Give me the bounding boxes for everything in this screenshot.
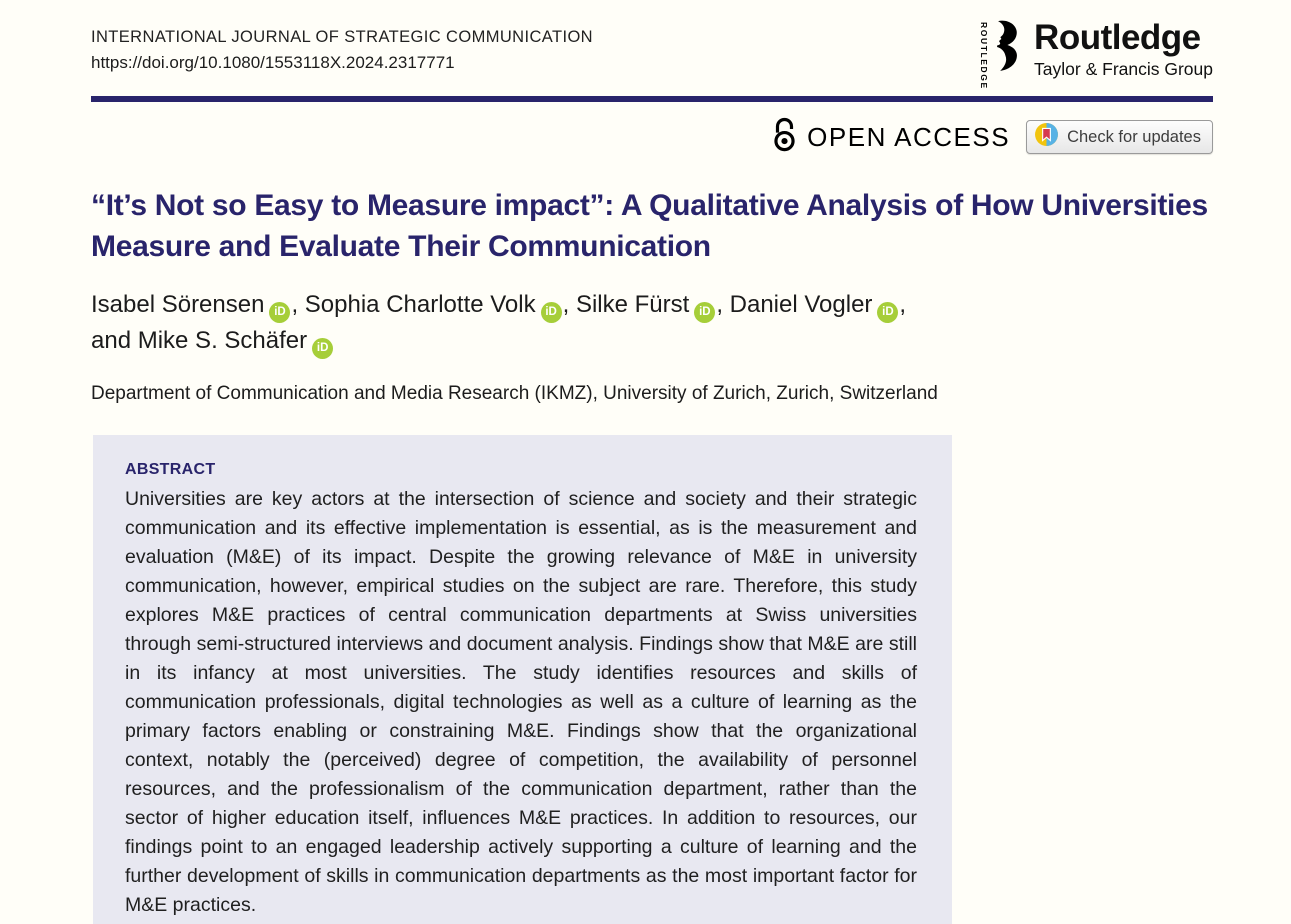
author-separator: , [291, 291, 305, 318]
abstract-text: Universities are key actors at the intersection of science and society and their strategic communication and its effective implementation is essential, as is the measurement and evaluation (M&E) of its impact. Despite the growing relevance of M&E in university communication, however, empirical studies on the subject are rare. Therefore, this study explores M&E practices of central communication departments at Swiss universities through semi-structured interviews and document analysis. Findings show that M&E are still in its infancy at most universities. The study identifies resources and skills of communication professionals, digital technologies as well as a culture of learning as the primary factors enabling or constraining M&E. Findings show that the organizational context, notably the (perceived) degree of competition, the availability of personnel resources, and the professionalism of the communication department, rather than the sector of higher education itself, influences M&E practices. In addition to resources, our findings point to an engaged leadership actively supporting a culture of learning and the further development of skills in communication departments as the most important factor for M&E practices. [125, 488, 917, 916]
open-access-badge [771, 117, 1010, 157]
orcid-icon[interactable]: iD [312, 338, 333, 359]
routledge-vertical-label: ROUTLEDGE [979, 22, 990, 90]
journal-info [91, 24, 593, 76]
orcid-icon[interactable]: iD [269, 302, 290, 323]
check-for-updates-button[interactable] [1026, 120, 1213, 154]
publisher-names [1034, 18, 1213, 80]
author-separator: , [716, 291, 730, 318]
publisher-name: Routledge [1034, 18, 1201, 57]
routledge-mark-icon [996, 18, 1023, 77]
article-title: “It’s Not so Easy to Measure impact”: A Qualitative Analysis of How Universities Measure and Evaluate Their Communication [91, 189, 1208, 263]
affiliation: Department of Communication and Media Research (IKMZ), University of Zurich, Zurich, Switzerland [91, 383, 938, 404]
publisher-group: Taylor & Francis Group [1034, 59, 1213, 79]
byline-connector: and [91, 327, 138, 354]
open-access-label: OPEN ACCESS [807, 121, 1011, 152]
author-name[interactable]: Mike S. Schäfer [137, 327, 308, 354]
abstract-box [93, 435, 952, 924]
author-separator: , [562, 291, 576, 318]
author-name[interactable]: Isabel Sörensen [91, 291, 265, 318]
author-byline [91, 287, 1213, 359]
orcid-icon[interactable]: iD [541, 302, 562, 323]
publisher-logo[interactable] [979, 18, 1213, 90]
header-rule [91, 96, 1213, 102]
author-name[interactable]: Daniel Vogler [729, 291, 873, 318]
author-separator: , [899, 291, 907, 318]
journal-name: INTERNATIONAL JOURNAL OF STRATEGIC COMMUNICATION [91, 28, 593, 46]
abstract-heading: ABSTRACT [125, 461, 216, 478]
access-bar [91, 119, 1213, 155]
author-name[interactable]: Sophia Charlotte Volk [304, 291, 536, 318]
author-name[interactable]: Silke Fürst [575, 291, 690, 318]
orcid-icon[interactable]: iD [694, 302, 715, 323]
open-access-icon [771, 117, 798, 157]
page-header [91, 18, 1213, 90]
orcid-icon[interactable]: iD [877, 302, 898, 323]
check-for-updates-label: Check for updates [1067, 127, 1201, 146]
crossmark-icon [1034, 122, 1059, 152]
doi-link[interactable]: https://doi.org/10.1080/1553118X.2024.2317771 [91, 53, 455, 72]
